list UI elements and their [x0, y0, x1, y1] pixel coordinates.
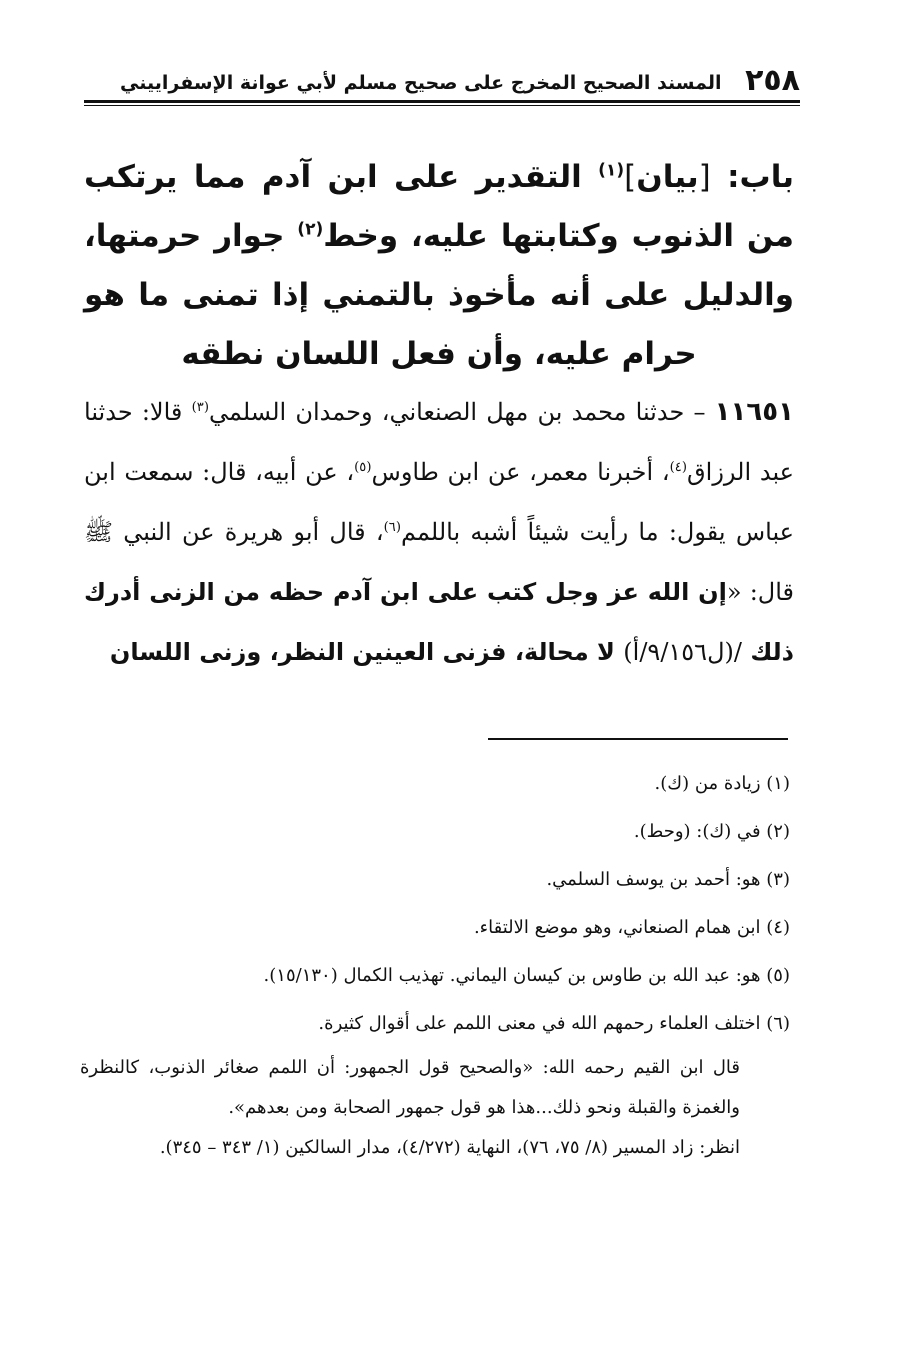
- isnad-part1: حدثنا محمد بن مهل الصنعاني، وحمدان السلمي: [208, 398, 685, 426]
- footnote-ref-2: (٢): [297, 219, 324, 240]
- chapter-heading: [84, 148, 794, 384]
- chapter-text-part2: جوار حرمتها، والدليل على أنه مأخوذ بالتمني إذا تمنى ما هو حرام عليه، وأن فعل اللسان نطقه: [84, 218, 794, 372]
- footnotes: [80, 760, 790, 1168]
- page-number: ٢٥٨: [745, 63, 800, 98]
- footnote-6: (٦) اختلف العلماء رحمهم الله في معنى اللمم على أقوال كثيرة.: [318, 1013, 790, 1034]
- header-rule: [84, 100, 800, 103]
- hadith-number: ١١٦٥١: [714, 397, 794, 427]
- footnote-6-quote: قال ابن القيم رحمه الله: «والصحيح قول الجمهور: أن اللمم صغائر الذنوب، كالنظرة والغمزة والقبلة ونحو ذلك...هذا هو قول جمهور الصحابة ومن بعدهم».: [80, 1057, 740, 1118]
- chapter-bracket-close: ]: [624, 159, 637, 195]
- chapter-bab: باب:: [710, 159, 794, 195]
- footnote-2: (٢) في (ك): (وحط).: [633, 821, 790, 842]
- manuscript-folio-ref: /(ل٩/١٥٦/أ): [623, 638, 742, 666]
- hadith-dash: –: [684, 398, 715, 426]
- footnote-ref-5: (٥): [354, 460, 372, 475]
- footnote-separator: [488, 738, 788, 740]
- footnote-1: (١) زيادة من (ك).: [654, 773, 790, 794]
- footnote-4: (٤) ابن همام الصنعاني، وهو موضع الالتقاء.: [473, 917, 790, 938]
- footnote-5: (٥) هو: عبد الله بن طاوس بن كيسان اليماني. تهذيب الكمال (١٥/١٣٠).: [263, 965, 790, 986]
- footnote-ref-4: (٤): [669, 460, 688, 475]
- footnote-ref-6: (٦): [383, 520, 402, 535]
- chapter-text-part1: التقدير على ابن آدم مما يرتكب من الذنوب وكتابتها عليه، وخط: [84, 159, 794, 254]
- isnad-part4: ، عن أبيه، قال: سمعت ابن عباس يقول: ما رأيت شيئاً أشبه باللمم: [84, 458, 794, 546]
- hadith-text: [84, 382, 794, 682]
- footnote-3: (٣) هو: أحمد بن يوسف السلمي.: [546, 869, 790, 890]
- matn-part1: إن الله عز وجل كتب على ابن آدم حظه من الزنى أدرك ذلك: [84, 578, 794, 666]
- running-title: المسند الصحيح المخرج على صحيح مسلم لأبي عوانة الإسفراييني: [120, 72, 722, 94]
- isnad-part3: ، أخبرنا معمر، عن ابن طاوس: [371, 458, 670, 486]
- footnote-ref-3: (٣): [191, 400, 209, 415]
- footnote-6-sources: انظر: زاد المسير (٨/ ٧٥، ٧٦)، النهاية (٤/٢٧٢)، مدار السالكين (١/ ٣٤٣ – ٣٤٥).: [159, 1137, 740, 1158]
- footnote-ref-1: (١): [598, 160, 625, 181]
- isnad-part2: قالا: حدثنا عبد الرزاق: [84, 398, 794, 486]
- isnad-part5: ، قال أبو هريرة عن النبي ﷺ قال: «: [84, 518, 795, 606]
- matn-part2: لا محالة، فزنى العينين النظر، وزنى اللسان: [109, 638, 624, 666]
- header-rule-thin: [84, 105, 800, 106]
- chapter-bayan: بيان: [636, 159, 699, 195]
- chapter-bracket-open: [: [698, 159, 711, 195]
- page-header: [84, 62, 800, 98]
